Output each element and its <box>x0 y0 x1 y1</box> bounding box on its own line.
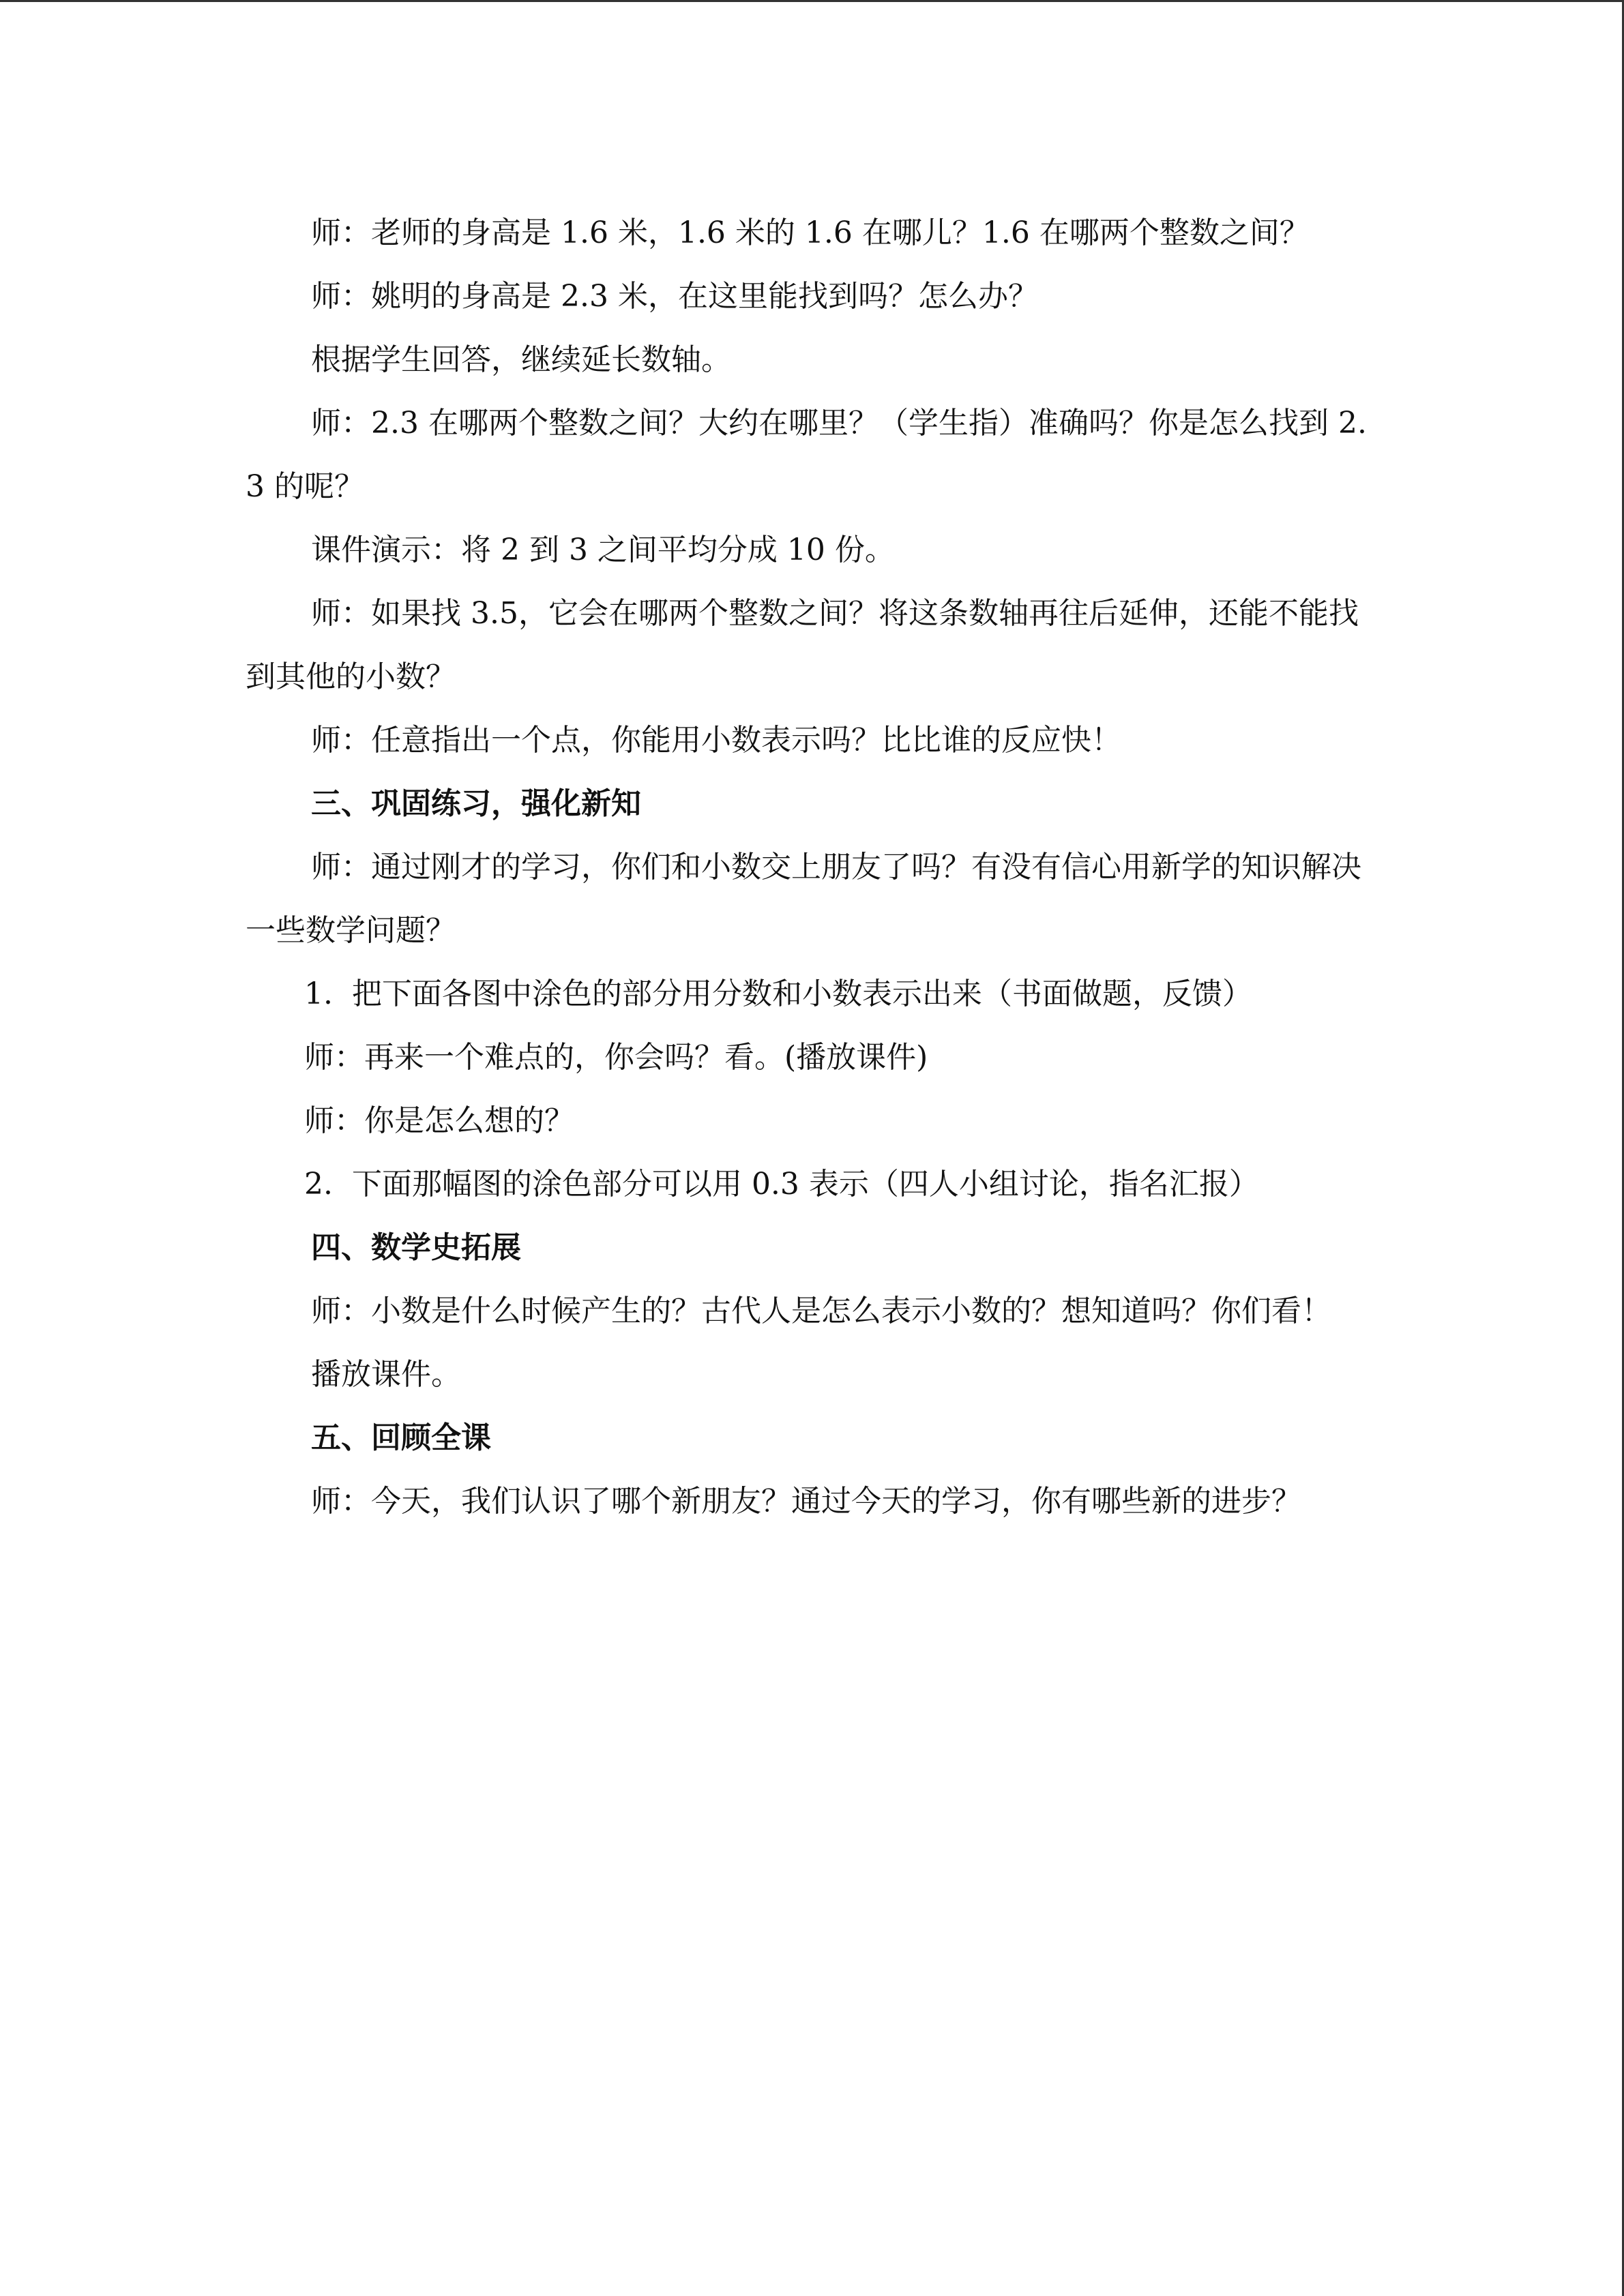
paragraph-yao-ming-height: 师：姚明的身高是 2.3 米，在这里能找到吗？怎么办？ <box>311 279 1038 314</box>
section-heading-math-history: 四、数学史拓展 <box>311 1230 521 1265</box>
section-heading-practice: 三、巩固练习，强化新知 <box>311 786 641 821</box>
list-item-exercise-2: 2. 下面那幅图的涂色部分可以用 0.3 表示（四人小组讨论，指名汇报） <box>304 1167 1259 1202</box>
paragraph-courseware-demo: 课件演示：将 2 到 3 之间平均分成 10 份。 <box>311 533 895 567</box>
paragraph-harder-one: 师：再来一个难点的，你会吗？看。(播放课件) <box>304 1040 928 1075</box>
paragraph-point-decimal: 师：任意指出一个点，你能用小数表示吗？比比谁的反应快！ <box>311 723 1121 758</box>
paragraph-how-think: 师：你是怎么想的？ <box>304 1103 574 1138</box>
paragraph-find-3-5: 师：如果找 3.5，它会在哪两个整数之间？将这条数轴再往后延伸，还能不能找到其他的小数？ <box>246 596 1359 694</box>
paragraph-find-2-3: 师：2.3 在哪两个整数之间？大约在哪里？（学生指）准确吗？你是怎么找到 2.3 的呢？ <box>246 406 1367 504</box>
paragraph-confidence: 师：通过刚才的学习，你们和小数交上朋友了吗？有没有信心用新学的知识解决一些数学问题？ <box>246 850 1361 948</box>
paragraph-extend-number-line: 根据学生回答，继续延长数轴。 <box>311 342 731 377</box>
paragraph-play-courseware: 播放课件。 <box>311 1357 461 1392</box>
list-item-exercise-1: 1. 把下面各图中涂色的部分用分数和小数表示出来（书面做题，反馈） <box>304 976 1252 1011</box>
paragraph-review-question: 师：今天，我们认识了哪个新朋友？通过今天的学习，你有哪些新的进步？ <box>311 1484 1301 1519</box>
paragraph-teacher-height: 师：老师的身高是 1.6 米，1.6 米的 1.6 在哪儿？1.6 在哪两个整数之间？ <box>311 215 1310 250</box>
section-heading-review: 五、回顾全课 <box>311 1420 491 1455</box>
document-body <box>246 201 1381 1533</box>
paragraph-decimal-origin: 师：小数是什么时候产生的？古代人是怎么表示小数的？想知道吗？你们看！ <box>311 1294 1331 1328</box>
